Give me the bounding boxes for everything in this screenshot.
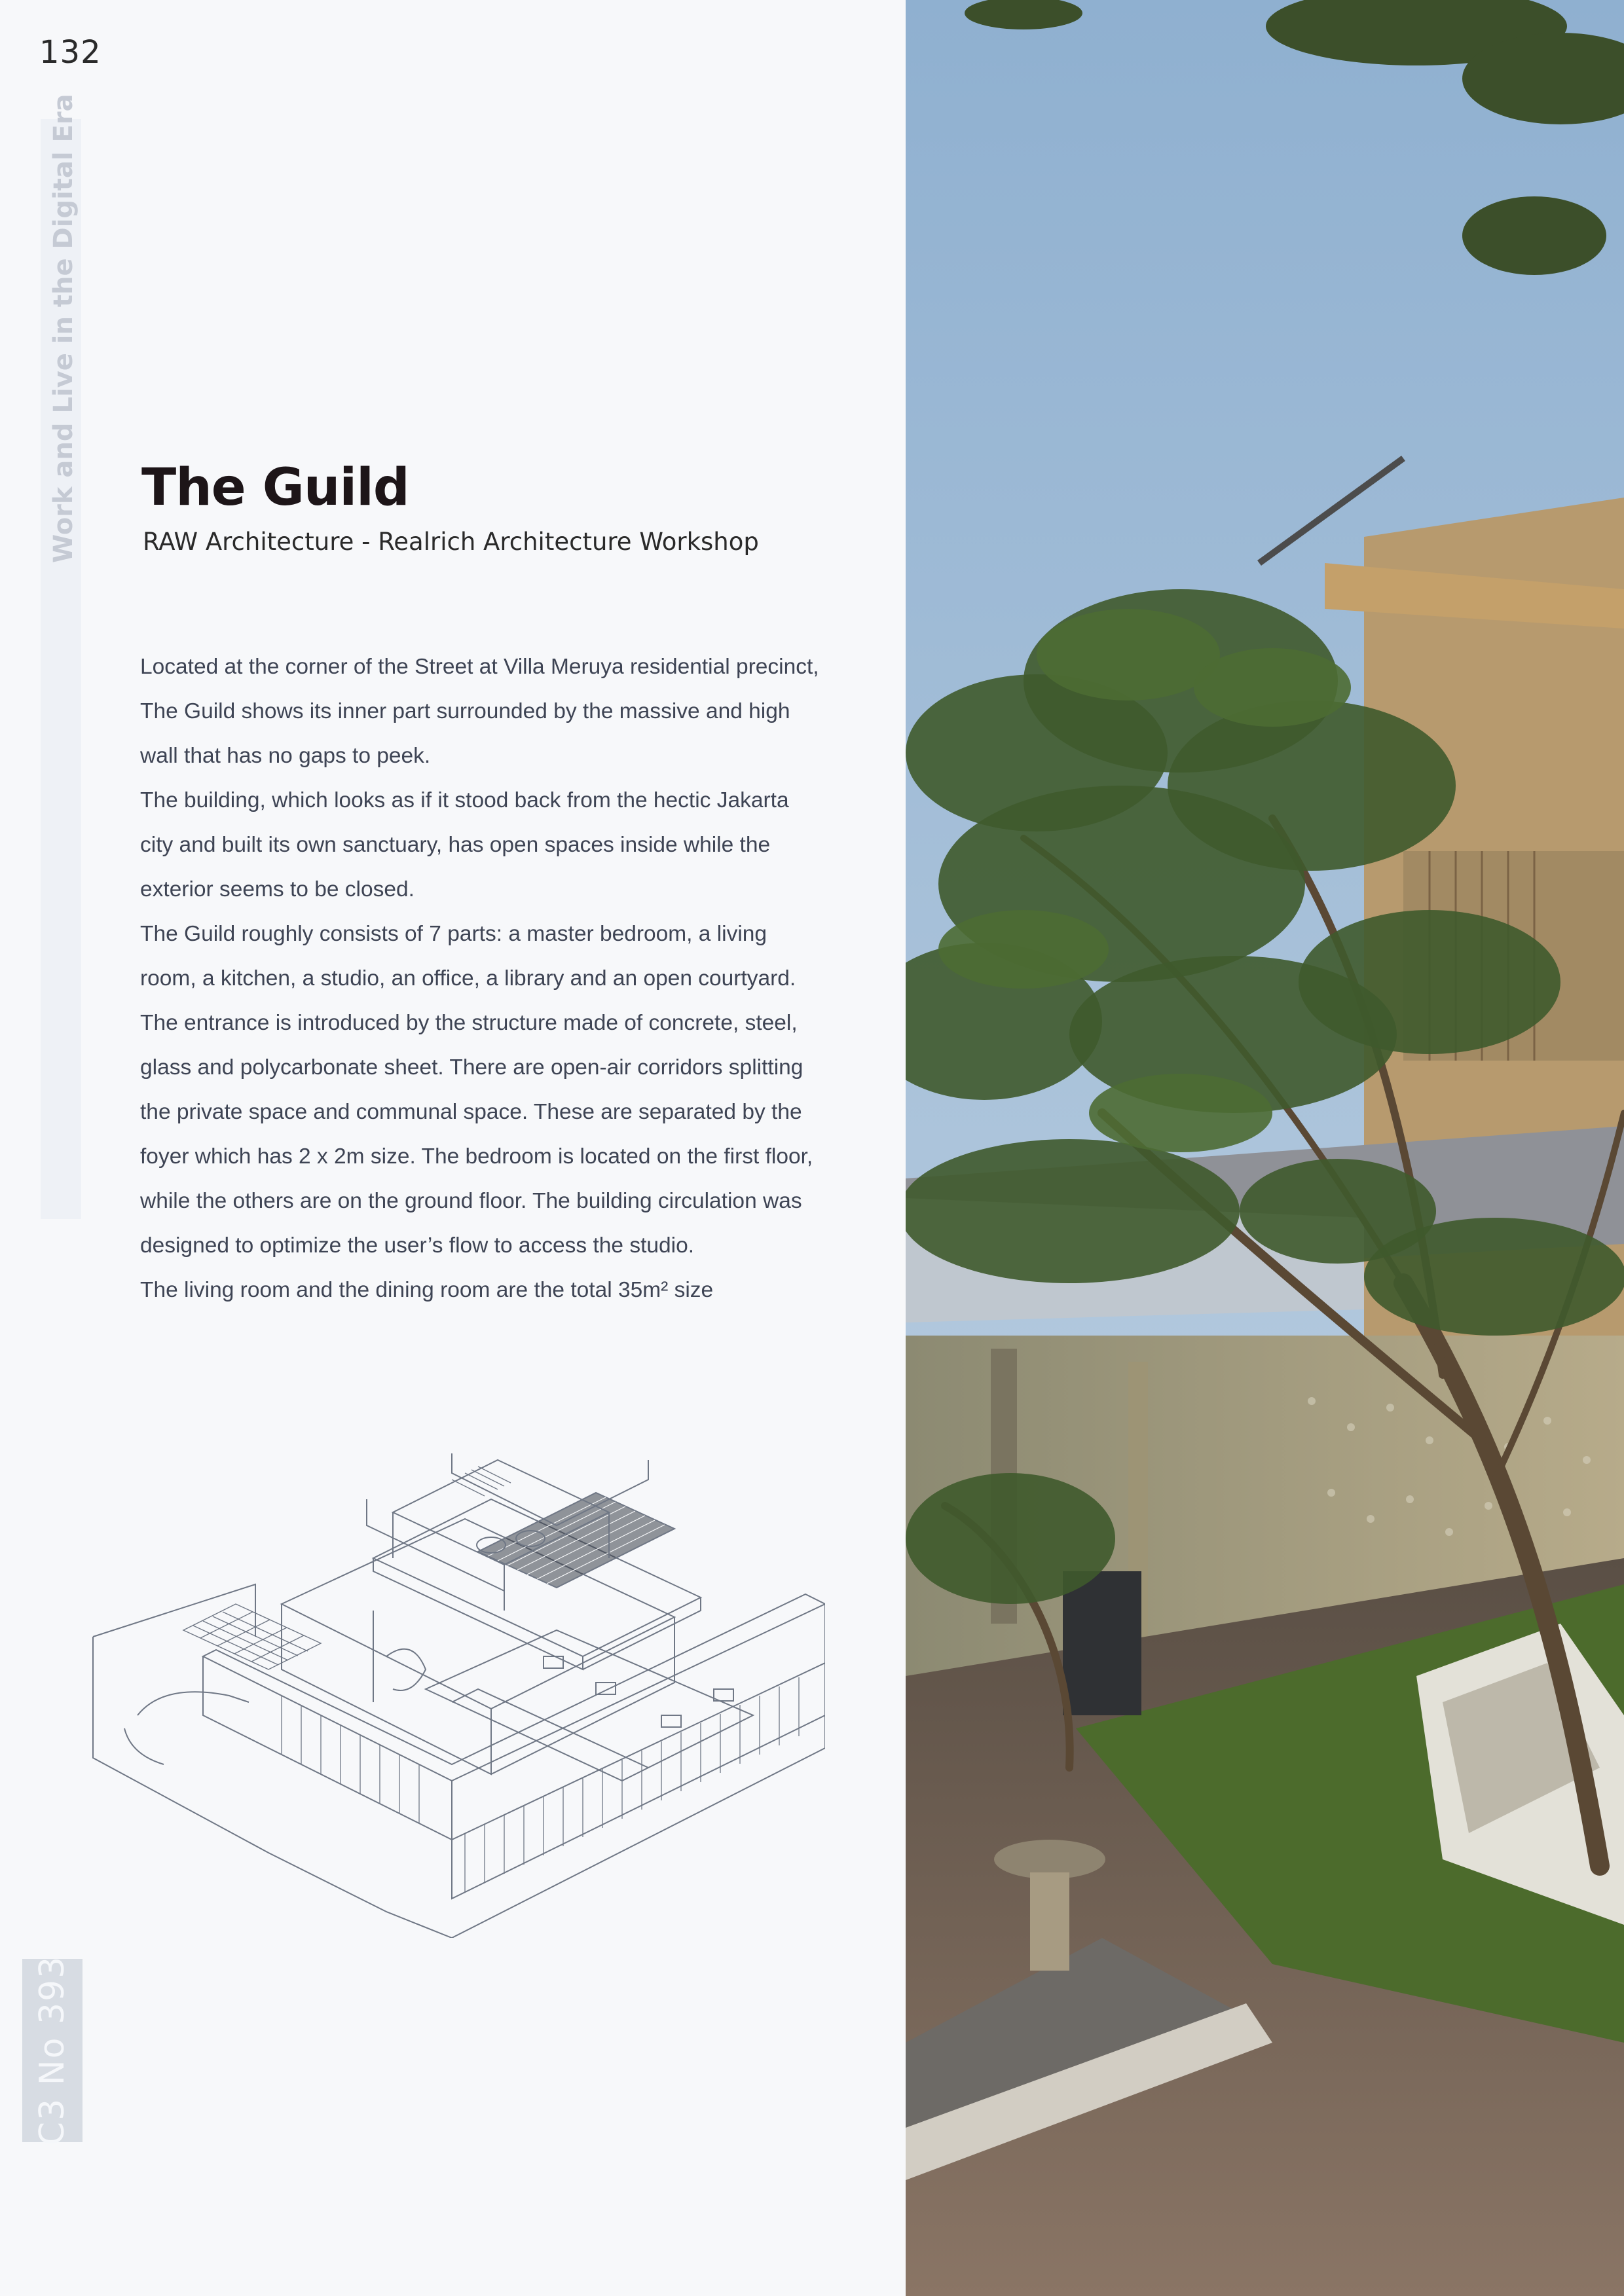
series-mark-text: C3 No 393 — [33, 1955, 72, 2146]
body-paragraph: The building, which looks as if it stood back from the hectic Jakarta city and built its own sanctuary, has open spaces inside while the exterior seems to be closed. — [140, 788, 789, 902]
article-credit: RAW Architecture - Realrich Architecture Workshop — [143, 528, 759, 556]
series-mark — [22, 1955, 83, 2146]
running-head-text: Work and Live in the Digital Era — [48, 94, 79, 563]
body-paragraph: The Guild roughly consists of 7 parts: a master bedroom, a living room, a kitchen, a studio, an office, a library and an open courtyard. The entrance is introduced by the structure made of concrete, steel, glass and polycarbonate sheet. There are open-air corridors splitting the private space and communal space. These are separated by the foyer which has 2 x 2m size. The bedroom is located on the first floor, while the others are on the ground floor. The building circulation was designed to optimize the user’s flow to access the studio. — [140, 922, 813, 1258]
page-number: 132 — [39, 34, 101, 71]
body-paragraph: The living room and the dining room are the total 35m² size — [140, 1278, 714, 1302]
building-photo — [906, 0, 1624, 2296]
body-paragraph: Located at the corner of the Street at Villa Meruya residential precinct, The Guild shows its inner part surrounded by the massive and high wall that has no gaps to peek. — [140, 655, 819, 768]
running-head — [41, 94, 81, 563]
article-title: The Guild — [141, 458, 409, 517]
axonometric-drawing — [85, 1440, 825, 1938]
article-body — [140, 645, 824, 1313]
